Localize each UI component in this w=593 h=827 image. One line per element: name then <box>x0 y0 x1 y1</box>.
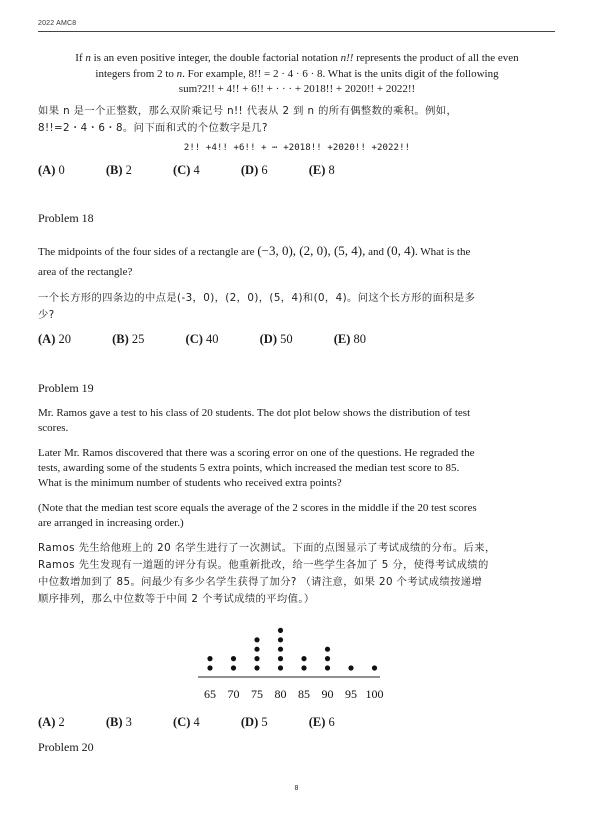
p17-choice-e: (E) 8 <box>308 163 335 177</box>
p18-choice-a: (A) 20 <box>38 332 71 346</box>
p18-english-text <box>38 243 556 280</box>
tick-label-75: 75 <box>251 687 263 701</box>
dot-85-2 <box>301 656 306 661</box>
p18-en-line-1: The midpoints of the four sides of a rectangle are (−3, 0), (2, 0), (5, 4), and (0, 4). What is the <box>38 243 471 258</box>
p20-title: Problem 20 <box>38 740 94 754</box>
p17-answer-choices <box>38 163 556 178</box>
p17-choice-b: (B) 2 <box>105 163 132 177</box>
p19-choice-a: (A) 2 <box>38 715 65 729</box>
dot-80-2 <box>278 656 283 661</box>
p18-cn-line-2: 少? <box>38 309 55 321</box>
tick-label-65: 65 <box>204 687 216 701</box>
p17-cn-line-1: 如果 n 是一个正整数，那么双阶乘记号 n!! 代表从 2 到 n 的所有偶整数的乘积。例如， <box>38 105 458 117</box>
p17-choice-d: (D) 6 <box>240 163 268 177</box>
header-divider <box>38 31 555 32</box>
tick-label-80: 80 <box>274 687 287 701</box>
p18-choice-c: (C) 40 <box>185 332 219 346</box>
p19-choice-d: (D) 5 <box>240 715 268 729</box>
dot-75-3 <box>254 647 259 652</box>
dot-80-3 <box>278 647 283 652</box>
p19-chinese-text: Ramos 先生给他班上的 20 名学生进行了一次测试。下面的点图显示了考试成绩的分布。后来， Ramos 先生发现有一道题的评分有误。他重新批改，给一些学生各加了 5 分，使得考试成绩的 中位数增加到了 85。问最少有多少名学生获得了加分? （请注意，如果 20 个考试成绩按递增 顺序排列，那么中位数等于中间 2 个考试成绩的平均值。） <box>38 542 496 605</box>
dot-80-4 <box>278 637 283 642</box>
p19-answer-choices <box>38 715 556 730</box>
dot-75-4 <box>254 637 259 642</box>
page-number: 8 <box>294 785 299 792</box>
tick-label-70: 70 <box>227 687 240 701</box>
p19-english-para-1: Mr. Ramos gave a test to his class of 20 students. The dot plot below shows the distribution of test scores. <box>38 407 471 434</box>
dot-75-1 <box>254 665 259 670</box>
dot-75-2 <box>254 656 259 661</box>
dot-65-2 <box>207 656 212 661</box>
dot-85-1 <box>301 665 306 670</box>
dot-80-5 <box>278 628 283 633</box>
p17-en-line-1: If n is an even positive integer, the double factorial notation n!! represents the product of all the even <box>75 52 519 64</box>
tick-label-100: 100 <box>365 687 384 701</box>
p17-english-text <box>38 51 556 98</box>
p17-en-line-3: sum?2!! + 4!! + 6!! + · · · + 2018!! + 2020!! + 2022!! <box>178 83 416 95</box>
p18-choice-b: (B) 25 <box>112 332 145 346</box>
p18-choice-e: (E) 80 <box>333 332 367 346</box>
p17-cn-formula: 2!! +4!! +6!! + ⋯ +2018!! +2020!! +2022!! <box>183 143 411 153</box>
dot-90-2 <box>325 656 330 661</box>
p19-english-para-2: Later Mr. Ramos discovered that there was a scoring error on one of the questions. He regraded the tests, awarding some of the students 5 extra points, which increased the median test score to 85. What is the minimum number of students who received extra points? <box>38 447 475 489</box>
p17-choice-a: (A) 0 <box>38 163 65 177</box>
dot-plot-dots <box>207 628 377 671</box>
p19-choice-c: (C) 4 <box>173 715 200 729</box>
dot-70-1 <box>231 665 236 670</box>
score-dot-plot <box>190 614 395 706</box>
tick-label-90: 90 <box>321 687 334 701</box>
dot-90-1 <box>325 665 330 670</box>
dot-65-1 <box>207 665 212 670</box>
p17-choice-c: (C) 4 <box>173 163 200 177</box>
p19-english-note: (Note that the median test score equals the average of the 2 scores in the middle if the 20 test scores are arranged in increasing order.) <box>38 502 477 529</box>
p18-title: Problem 18 <box>38 211 94 225</box>
tick-label-85: 85 <box>298 687 310 701</box>
dot-70-2 <box>231 656 236 661</box>
dot-100-1 <box>372 665 377 670</box>
p19-choice-b: (B) 3 <box>105 715 132 729</box>
dot-plot-tick-labels <box>204 687 384 701</box>
page-header: 2022 AMC8 <box>38 20 77 27</box>
p17-en-line-2: integers from 2 to n. For example, 8!! = 2 · 4 · 6 · 8. What is the units digit of the following <box>95 67 499 80</box>
dot-95-1 <box>348 665 353 670</box>
p17-cn-line-2: 8!!=2・4・6・8。问下面和式的个位数字是几? <box>38 122 268 134</box>
p19-title: Problem 19 <box>38 381 94 395</box>
p18-choice-d: (D) 50 <box>259 332 293 346</box>
p18-chinese-text <box>38 290 556 324</box>
p18-en-line-2: area of the rectangle? <box>38 265 133 278</box>
p18-answer-choices <box>38 332 556 347</box>
p18-cn-line-1: 一个长方形的四条边的中点是(-3，0)，(2，0)，(5，4)和(0，4)。问这个长方形的面积是多 <box>38 292 476 304</box>
dot-80-1 <box>278 665 283 670</box>
tick-label-95: 95 <box>345 687 357 701</box>
p17-chinese-text <box>38 103 556 137</box>
p19-choice-e: (E) 6 <box>308 715 335 729</box>
dot-90-3 <box>325 647 330 652</box>
